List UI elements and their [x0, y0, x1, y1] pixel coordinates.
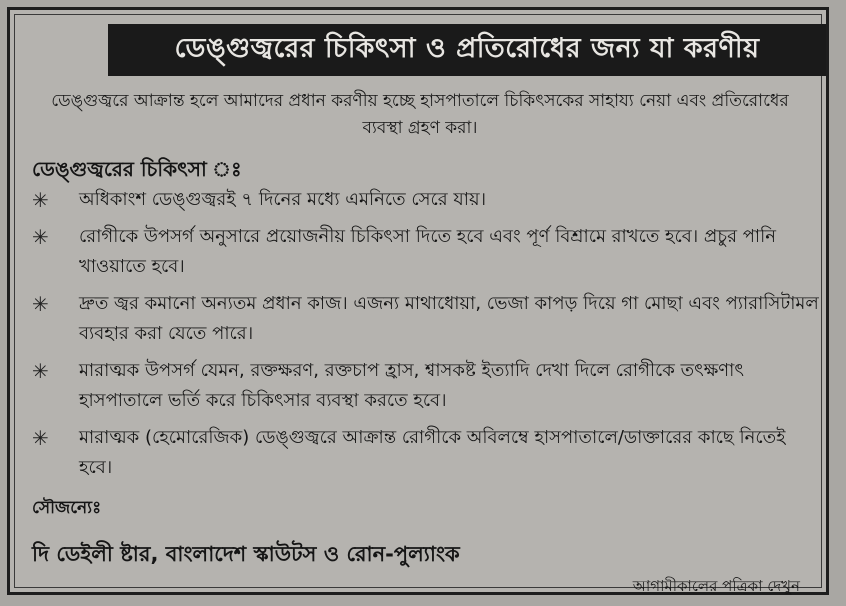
asterisk-burst-icon: ✳ — [32, 292, 49, 316]
treatment-item-text: মারাত্মক উপসর্গ যেমন, রক্তক্ষরণ, রক্তচাপ হ্রাস, শ্বাসকষ্ট ইত্যাদি দেখা দিলে রোগীকে তৎক্ষণাৎ হাসপাতালে ভর্তি করে চিকিৎসার ব্যবস্থা করতে হবে। — [79, 360, 745, 411]
notice-title: ডেঙ্গুজ্বরের চিকিৎসা ও প্রতিরোধের জন্য যা করণীয় — [174, 32, 760, 64]
notice-box — [7, 7, 829, 595]
treatment-item — [32, 289, 822, 349]
treatment-item-text: দ্রুত জ্বর কমানো অন্যতম প্রধান কাজ। এজন্য মাথাধোয়া, ভেজা কাপড় দিয়ে গা মোছা এবং প্যারাসিটামল ব্যবহার করা যেতে পারে। — [79, 293, 819, 344]
asterisk-burst-icon: ✳ — [32, 225, 49, 249]
treatment-item — [32, 423, 822, 483]
notice-title-banner — [108, 24, 826, 76]
courtesy-label: সৌজন্যেঃ — [32, 498, 102, 518]
footer-note: আগামীকালের পত্রিকা দেখুন — [632, 577, 800, 595]
asterisk-burst-icon: ✳ — [32, 359, 49, 383]
treatment-list — [32, 185, 822, 490]
intro-paragraph: ডেঙ্গুজ্বরে আক্রান্ত হলে আমাদের প্রধান করণীয় হচ্ছে হাসপাতালে চিকিৎসকের সাহায্য নেয়া এবং প্রতিরোধের ব্যবস্থা গ্রহণ করা। — [51, 91, 789, 138]
asterisk-burst-icon: ✳ — [32, 426, 49, 450]
courtesy-sponsors: দি ডেইলী ষ্টার, বাংলাদেশ স্কাউটস ও রোন-পুল্যাংক — [32, 542, 460, 566]
treatment-item — [32, 185, 822, 215]
treatment-item-text: রোগীকে উপসর্গ অনুসারে প্রয়োজনীয় চিকিৎসা দিতে হবে এবং পূর্ণ বিশ্রামে রাখতে হবে। প্রচুর পানি খাওয়াতে হবে। — [79, 226, 777, 277]
treatment-heading: ডেঙ্গুজ্বরের চিকিৎসা ঃ — [32, 157, 242, 181]
treatment-item-text: অধিকাংশ ডেঙ্গুজ্বরই ৭ দিনের মধ্যে এমনিতে সেরে যায়। — [79, 189, 487, 210]
asterisk-burst-icon: ✳ — [32, 188, 49, 212]
treatment-item — [32, 356, 822, 416]
treatment-item — [32, 222, 822, 282]
treatment-item-text: মারাত্মক (হেমোরেজিক) ডেঙ্গুজ্বরে আক্রান্ত রোগীকে অবিলম্বে হাসপাতালে/ডাক্তারের কাছে নিতেই হবে। — [79, 427, 786, 478]
